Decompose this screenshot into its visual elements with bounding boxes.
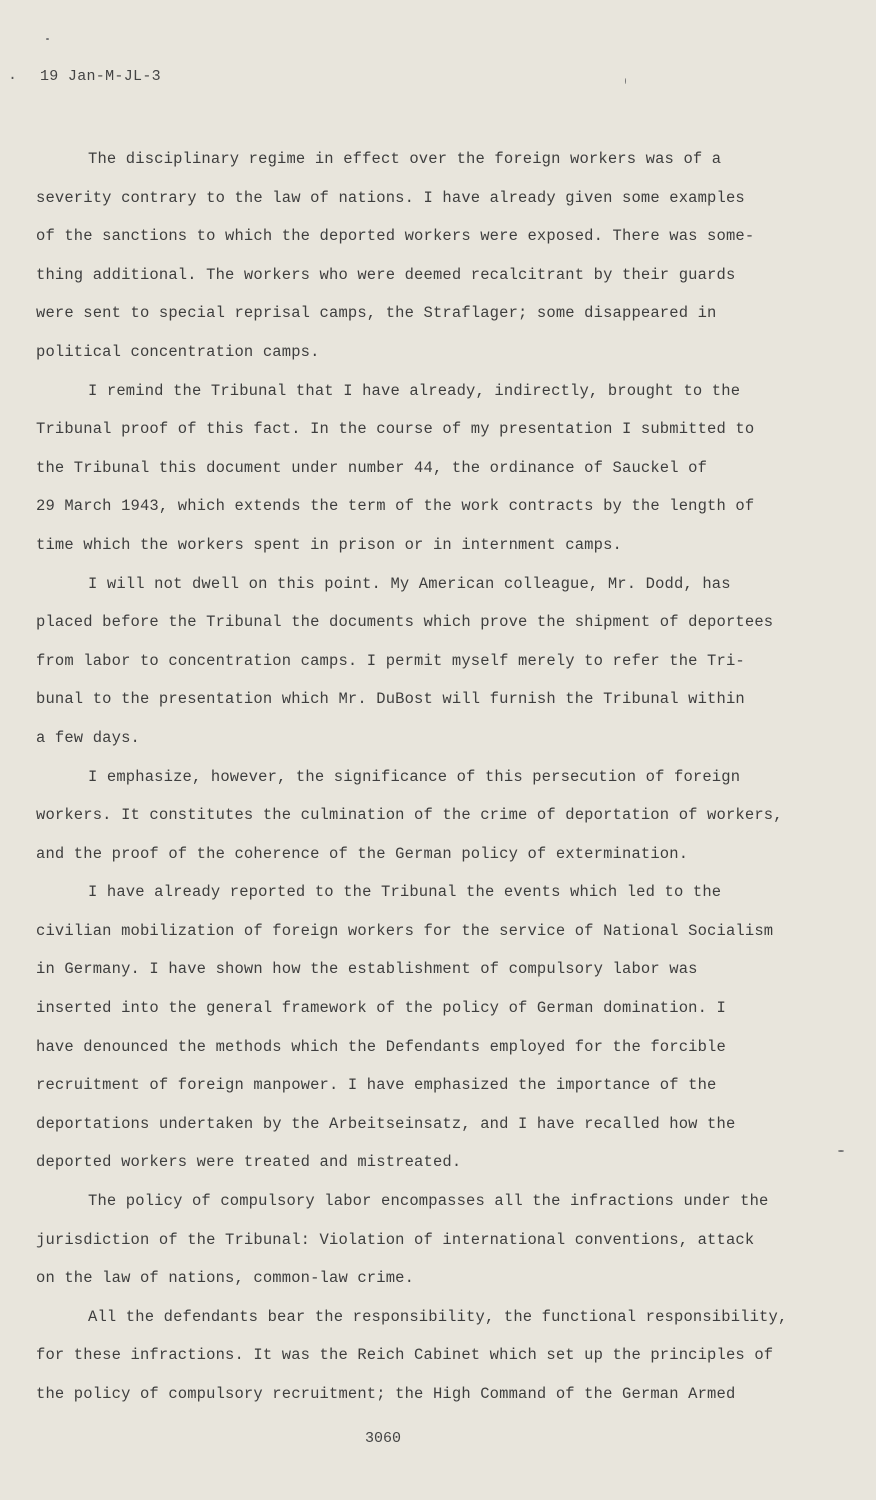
text-line: All the defendants bear the responsibility, the functional responsibility, xyxy=(88,1307,788,1326)
text-line: inserted into the general framework of the policy of German domination. I xyxy=(36,999,726,1018)
document-body xyxy=(36,140,796,1414)
text-line: bunal to the presentation which Mr. DuBost will furnish the Tribunal within xyxy=(36,690,745,709)
document-reference: 19 Jan-M-JL-3 xyxy=(40,68,161,85)
text-line: severity contrary to the law of nations. I have already given some examples xyxy=(36,188,745,207)
text-line: of the sanctions to which the deported workers were exposed. There was some- xyxy=(36,227,755,246)
text-line: I have already reported to the Tribunal the events which led to the xyxy=(88,883,722,902)
text-line: I remind the Tribunal that I have already, indirectly, brought to the xyxy=(88,381,741,400)
paragraph xyxy=(36,140,796,372)
text-line: and the proof of the coherence of the German policy of extermination. xyxy=(36,844,689,863)
paragraph xyxy=(36,1298,796,1414)
paragraph xyxy=(36,873,796,1182)
paper-speck xyxy=(46,38,49,40)
text-line: deported workers were treated and mistreated. xyxy=(36,1153,462,1172)
text-line: The disciplinary regime in effect over the foreign workers was of a xyxy=(88,150,722,168)
text-line: time which the workers spent in prison or in internment camps. xyxy=(36,535,622,554)
text-line: on the law of nations, common-law crime. xyxy=(36,1269,415,1288)
margin-mark: . xyxy=(8,67,18,84)
paper-speck xyxy=(625,78,626,84)
text-line: in Germany. I have shown how the establishment of compulsory labor was xyxy=(36,960,698,979)
paragraph xyxy=(36,1182,796,1298)
text-line: 29 March 1943, which extends the term of the work contracts by the length of xyxy=(36,497,755,516)
text-line: the policy of compulsory recruitment; the High Command of the German Armed xyxy=(36,1385,736,1403)
text-line: recruitment of foreign manpower. I have emphasized the importance of the xyxy=(36,1076,717,1095)
text-line: for these infractions. It was the Reich Cabinet which set up the principles of xyxy=(36,1346,774,1365)
page-number: 3060 xyxy=(364,1430,401,1447)
paragraph xyxy=(36,758,796,874)
text-line: I will not dwell on this point. My American colleague, Mr. Dodd, has xyxy=(88,574,731,593)
text-line: jurisdiction of the Tribunal: Violation of international conventions, attack xyxy=(36,1230,755,1249)
text-line: have denounced the methods which the Defendants employed for the forcible xyxy=(36,1037,726,1056)
paper-speck xyxy=(838,1150,844,1152)
text-line: civilian mobilization of foreign workers for the service of National Socialism xyxy=(36,921,774,940)
text-line: a few days. xyxy=(36,728,140,747)
text-line: were sent to special reprisal camps, the Straflager; some disappeared in xyxy=(36,304,717,323)
text-line: I emphasize, however, the significance of this persecution of foreign xyxy=(88,767,741,786)
text-line: workers. It constitutes the culmination of the crime of deportation of workers, xyxy=(36,806,783,825)
text-line: from labor to concentration camps. I permit myself merely to refer the Tri- xyxy=(36,651,745,670)
paragraph xyxy=(36,565,796,758)
paragraph xyxy=(36,372,796,565)
text-line: the Tribunal this document under number 44, the ordinance of Sauckel of xyxy=(36,458,708,477)
text-line: deportations undertaken by the Arbeitseinsatz, and I have recalled how the xyxy=(36,1114,736,1133)
text-line: thing additional. The workers who were deemed recalcitrant by their guards xyxy=(36,265,736,284)
text-line: political concentration camps. xyxy=(36,342,320,361)
text-line: placed before the Tribunal the documents which prove the shipment of deportees xyxy=(36,613,774,632)
text-line: Tribunal proof of this fact. In the course of my presentation I submitted to xyxy=(36,420,755,439)
text-line: The policy of compulsory labor encompasses all the infractions under the xyxy=(88,1192,769,1211)
